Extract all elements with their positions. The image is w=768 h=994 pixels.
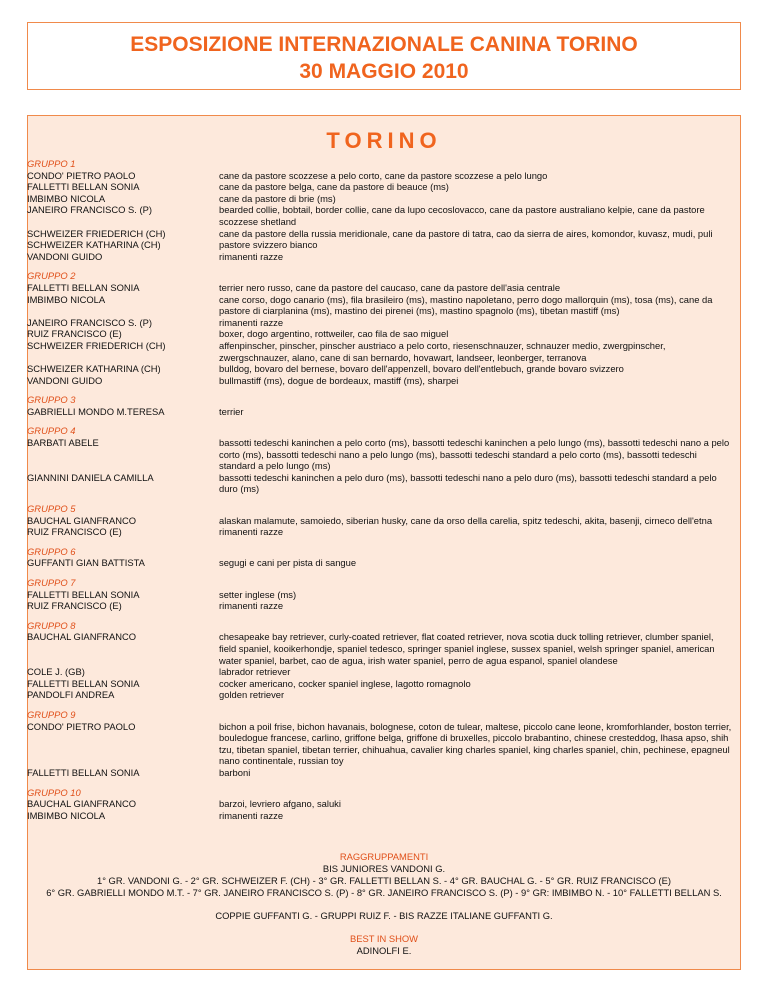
assignment-row [28,170,740,228]
judge-name: IMBIMBO NICOLA [27,293,106,305]
judge-names [27,515,219,527]
group-label: GRUPPO 2 [27,270,76,282]
judge-names [27,239,219,262]
assignment-row [28,557,740,569]
breed-entry: rimanenti razze [219,809,284,821]
judge-group [28,709,740,779]
judge-name: SCHWEIZER FRIEDERICH (CH) [27,227,166,239]
breed-entry: cane da pastore di brie (ms) [219,192,336,204]
judge-names [27,631,219,666]
judge-name: FALLETTI BELLAN SONIA [27,588,140,600]
breed-entry: terrier [219,405,244,417]
assignment-row [28,589,740,612]
assignment-row [28,406,740,418]
city-title: TORINO [326,128,442,153]
judge-name: RUIZ FRANCISCO (E) [27,526,122,538]
breed-entry: labrador retriever [219,666,291,678]
group-label: GRUPPO 4 [27,425,76,437]
assignment-row [28,721,740,767]
breed-entry: segugi e cani per pista di sangue [219,557,357,569]
breed-list [219,798,740,821]
judge-group [28,620,740,701]
breed-list [219,406,740,418]
judge-name: BAUCHAL GIANFRANCO [27,514,137,526]
judge-names [27,721,219,767]
group-label: GRUPPO 6 [27,545,76,557]
event-title: ESPOSIZIONE INTERNAZIONALE CANINA TORINO [130,33,638,56]
breed-list [219,239,740,262]
breed-list [219,170,740,228]
breed-list [219,472,740,495]
breed-entry: setter inglese (ms) [219,588,297,600]
judge-names [27,317,219,363]
judge-group [28,425,740,495]
judge-name: IMBIMBO NICOLA [27,809,106,821]
judge-name: VANDONI GUIDO [27,374,103,386]
coppie-line: COPPIE GUFFANTI G. - GRUPPI RUIZ F. - BIS RAZZE ITALIANE GUFFANTI G. [215,910,553,921]
breed-list [219,317,740,363]
group-label: GRUPPO 3 [27,394,76,406]
breed-list [219,721,740,767]
assignment-row [28,317,740,363]
bis-juniores: BIS JUNIORES VANDONI G. [322,863,446,874]
breed-entry: boxer, dogo argentino, rottweiler, cao fila de sao miguel [219,328,449,340]
judge-group [28,787,740,822]
judge-names [27,798,219,821]
group-label: GRUPPO 5 [27,503,76,515]
judge-names [27,170,219,228]
judge-name: COLE J. (GB) [27,666,85,678]
breed-list [219,666,740,701]
groups-line-b: 6° GR. GABRIELLI MONDO M.T. - 7° GR. JANEIRO FRANCISCO S. (P) - 8° GR. JANEIRO FRANCISCO S. (P) - 9° GR: IMBIMBO N. - 10° FALLETTI BELLAN S. [46,887,722,898]
breed-list [219,437,740,472]
breed-entry: chesapeake bay retriever, curly-coated retriever, flat coated retriever, nova scotia duck tolling retriever, clumber spaniel, field spaniel, kooikerhondje, spaniel tedesco, springer spaniel inglese, sussex spaniel, welsh springer spaniel, american water spaniel, barbet, cao de agua, irish water spaniel, perro de agua espanol, spaniel olandese [219,631,715,666]
breed-entry: cane da pastore belga, cane da pastore di beauce (ms) [219,181,449,193]
breed-entry: alaskan malamute, samoiedo, siberian husky, cane da orso della carelia, spitz tedeschi, akita, basenji, cirneco dell'etna [219,514,713,526]
breed-list [219,557,740,569]
assignment-row [28,666,740,701]
judge-names [27,437,219,472]
breed-list [219,282,740,317]
raggruppamenti-label: RAGGRUPPAMENTI [339,851,429,862]
breed-entry: barboni [219,766,251,778]
judge-name: PANDOLFI ANDREA [27,689,115,701]
judge-name: FALLETTI BELLAN SONIA [27,281,140,293]
breed-entry: pastore svizzero bianco [219,239,318,251]
judge-name: FALLETTI BELLAN SONIA [27,766,140,778]
judge-group [28,394,740,417]
judge-name: CONDO' PIETRO PAOLO [27,169,136,181]
breed-entry: rimanenti razze [219,600,284,612]
judge-names [27,363,219,386]
breed-list [219,228,740,240]
breed-entry: bearded collie, bobtail, border collie, cane da lupo cecoslovacco, cane da pastore australiano kelpie, cane da pastore scozzese shetland [219,204,705,227]
assignment-row [28,798,740,821]
group-label: GRUPPO 9 [27,708,76,720]
assignment-row [28,526,740,538]
judge-name: GABRIELLI MONDO M.TERESA [27,405,165,417]
judge-name: FALLETTI BELLAN SONIA [27,181,140,193]
judge-name: VANDONI GUIDO [27,250,103,262]
judge-names [27,767,219,779]
assignment-row [28,515,740,527]
judge-names [27,526,219,538]
group-label: GRUPPO 1 [27,158,76,169]
breed-entry: rimanenti razze [219,526,284,538]
judge-names [27,472,219,495]
judge-group [28,270,740,386]
judge-name: JANEIRO FRANCISCO S. (P) [27,316,153,328]
breed-list [219,526,740,538]
group-label: GRUPPO 8 [27,619,76,631]
assignment-row [28,282,740,317]
judge-name: SCHWEIZER KATHARINA (CH) [27,363,161,375]
judge-name: RUIZ FRANCISCO (E) [27,328,122,340]
judge-group [28,577,740,612]
judge-name: BARBATI ABELE [27,437,99,449]
assignment-row [28,472,740,495]
group-label: GRUPPO 7 [27,577,76,588]
best-in-show-label: BEST IN SHOW [349,933,419,944]
judge-name: FALLETTI BELLAN SONIA [27,677,140,689]
judge-name: RUIZ FRANCISCO (E) [27,600,122,612]
judge-name: CONDO' PIETRO PAOLO [27,720,136,732]
breed-entry: cane da pastore scozzese a pelo corto, cane da pastore scozzese a pelo lungo [219,169,548,181]
breed-list [219,363,740,386]
group-label: GRUPPO 10 [27,786,81,798]
judge-names [27,282,219,317]
judge-name: BAUCHAL GIANFRANCO [27,798,137,810]
assignment-row [28,437,740,472]
breed-entry: cocker americano, cocker spaniel inglese, lagotto romagnolo [219,677,471,689]
judge-names [27,666,219,701]
assignment-row [28,228,740,240]
assignment-row [28,767,740,779]
judge-group [28,503,740,538]
breed-entry: golden retriever [219,689,285,701]
judge-names [27,406,219,418]
judge-name: IMBIMBO NICOLA [27,192,106,204]
document-header [27,22,741,90]
breed-entry: bulldog, bovaro del bernese, bovaro dell'appenzell, bovaro dell'entlebuch, grande bovaro svizzero [219,363,624,375]
breed-entry: bassotti tedeschi kaninchen a pelo corto (ms), bassotti tedeschi kaninchen a pelo lungo (ms), bassotti tedeschi nano a pelo corto (ms), bassotti tedeschi nano a pelo lungo (ms), bassotti tedeschi standard a pelo corto (ms), bassotti tedeschi standard a pelo lungo (ms) [219,437,730,472]
breed-list [219,515,740,527]
breed-list [219,631,740,666]
breed-entry: rimanenti razze [219,250,284,262]
judge-name: GUFFANTI GIAN BATTISTA [27,557,145,569]
breed-entry: rimanenti razze [219,316,284,328]
breed-entry: terrier nero russo, cane da pastore del caucaso, cane da pastore dell'asia centrale [219,281,561,293]
judge-names [27,557,219,569]
breed-entry: barzoi, levriero afgano, saluki [219,798,341,810]
breed-list [219,589,740,612]
assignment-row [28,239,740,262]
judge-names [27,228,219,240]
judge-name: BAUCHAL GIANFRANCO [27,631,137,643]
breed-entry: bullmastiff (ms), dogue de bordeaux, mastiff (ms), sharpei [219,374,459,386]
groups-line-a: 1° GR. VANDONI G. - 2° GR. SCHWEIZER F. (CH) - 3° GR. FALLETTI BELLAN S. - 4° GR. BAUCHAL G. - 5° GR. RUIZ FRANCISCO (E) [96,875,672,886]
assignment-row [28,363,740,386]
breed-entry: cane da pastore della russia meridionale, cane da pastore di tatra, cao da sierra de aires, komondor, kuvasz, mudi, puli [219,227,713,239]
judge-group [28,546,740,569]
judge-group [28,158,740,262]
groups-list [28,158,740,829]
judges-panel [27,115,741,970]
breed-entry: affenpinscher, pinscher, pinscher austriaco a pelo corto, riesenschnauzer, schnauzer medio, zwergpinscher, zwergschnauzer, alano, cane di san bernardo, hovawart, landseer, leonberger, terranova [219,339,666,363]
judge-name: SCHWEIZER KATHARINA (CH) [27,239,161,251]
judge-names [27,589,219,612]
breed-list [219,767,740,779]
judge-name: SCHWEIZER FRIEDERICH (CH) [27,339,166,351]
judge-name: GIANNINI DANIELA CAMILLA [27,471,154,483]
breed-entry: cane corso, dogo canario (ms), fila brasileiro (ms), mastino napoletano, perro dogo mallorquin (ms), tosa (ms), cane da pastore di ciarplanina (ms), mastino dei pirenei (ms), mastino spagnolo (ms), tibetan mastiff (ms) [219,293,713,317]
breed-entry: bichon a poil frise, bichon havanais, bolognese, coton de tulear, maltese, piccolo cane leone, kromforhlander, boston terrier, bouledogue francese, carlino, griffone belga, griffone di bruxelles, piccolo brabantino, chinese cresteddog, lhasa apso, shih tzu, tibetan spaniel, tibetan terrier, chihuahua, cavalier king charles spaniel, king charles spaniel, chin, pechinese, epagneul nano continentale, russian toy [219,720,732,767]
event-date: 30 MAGGIO 2010 [299,60,469,83]
judge-name: JANEIRO FRANCISCO S. (P) [27,204,153,216]
best-in-show-name: ADINOLFI E. [356,945,412,956]
footer-summary [28,851,740,957]
breed-entry: bassotti tedeschi kaninchen a pelo duro (ms), bassotti tedeschi nano a pelo duro (ms), bassotti tedeschi standard a pelo duro (ms) [219,471,717,495]
assignment-row [28,631,740,666]
